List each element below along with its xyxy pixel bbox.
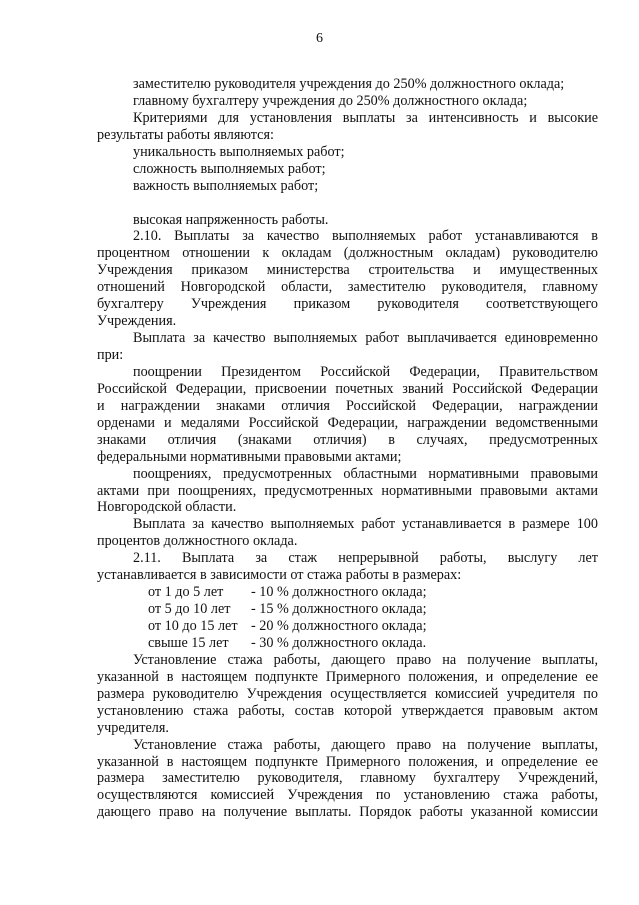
text-line: федеральными нормативными правовыми актами; <box>97 448 402 465</box>
text-line: и награждении знаками отличия Российской Федерации, награждении <box>97 397 598 414</box>
payment-range: от 10 до 15 лет <box>148 618 238 634</box>
text-line: Критериями для установления выплаты за интенсивность и высокие <box>133 109 598 126</box>
text-line: Новгородской области. <box>97 499 237 516</box>
text-line: Учреждения приказом министерства строительства и имущественных <box>97 262 598 279</box>
document-body <box>97 76 598 821</box>
text-line: Установление стажа работы, дающего право на получение выплаты, <box>133 736 598 753</box>
text-line: знаками отличия (знаками отличия) в случаях, предусмотренных <box>97 431 598 448</box>
text-line: 2.10. Выплаты за качество выполняемых работ устанавливаются в <box>133 228 598 245</box>
text-line: орденами и медалями Российской Федерации, награждении ведомственными <box>97 414 598 431</box>
text-line: главному бухгалтеру учреждения до 250% должностного оклада; <box>133 92 528 109</box>
text-line: процентов должностного оклада. <box>97 533 298 550</box>
text-line: актами при поощрениях, предусмотренных нормативными правовыми актами <box>97 482 598 499</box>
text-line: высокая напряженность работы. <box>133 211 329 228</box>
text-line: бухгалтеру Учреждения приказом руководителя соответствующего <box>97 296 598 313</box>
text-line: Учреждения. <box>97 313 177 330</box>
blank-line <box>97 195 598 212</box>
text-line: учредителя. <box>97 719 169 736</box>
text-line: Выплата за качество выполняемых работ выплачивается единовременно <box>133 330 598 347</box>
text-line: устанавливается в зависимости от стажа работы в размерах: <box>97 567 462 584</box>
page-number: 6 <box>316 31 323 46</box>
text-line: указанной в настоящем подпункте Примерного положения, и определение ее <box>97 668 598 685</box>
text-line: размера заместителю руководителя, главному бухгалтеру Учреждений, <box>97 770 598 787</box>
text-line: поощрениях, предусмотренных областными нормативными правовыми <box>133 465 598 482</box>
text-line: 2.11. Выплата за стаж непрерывной работы, выслугу лет <box>133 550 598 567</box>
payment-rate: - 10 % должностного оклада; <box>251 584 427 601</box>
text-line: установлению стажа работы, состав которой утверждается правовым актом <box>97 702 598 719</box>
payment-row <box>97 618 598 635</box>
text-line: отношений Новгородской области, заместителю руководителя, главному <box>97 279 598 296</box>
text-line: указанной в настоящем подпункте Примерного положения, и определение ее <box>97 753 598 770</box>
text-line: поощрении Президентом Российской Федерации, Правительством <box>133 363 598 380</box>
payment-range: от 1 до 5 лет <box>148 584 224 601</box>
payment-row <box>97 584 598 601</box>
text-line: заместителю руководителя учреждения до 250% должностного оклада; <box>133 76 565 92</box>
text-line: при: <box>97 347 124 363</box>
text-line: размера руководителю Учреждения осуществляется комиссией учредителя по <box>97 685 598 702</box>
text-line: важность выполняемых работ; <box>133 177 319 194</box>
payment-range: свыше 15 лет <box>148 634 229 651</box>
payment-row <box>97 635 598 652</box>
text-line: Российской Федерации, присвоении почетных званий Российской Федерации <box>97 380 598 397</box>
text-line: дающего право на получение выплаты. Порядок работы указанной комиссии <box>97 804 598 821</box>
text-line: результаты работы являются: <box>97 126 274 143</box>
payment-range: от 5 до 10 лет <box>148 601 231 618</box>
payment-rate: - 15 % должностного оклада; <box>251 601 427 618</box>
text-line: процентном отношении к окладам (должностным окладам) руководителю <box>97 245 598 262</box>
payment-rate: - 20 % должностного оклада; <box>251 618 427 634</box>
text-line: осуществляются комиссией Учреждения по установлению стажа работы, <box>97 787 598 804</box>
payment-row <box>97 601 598 618</box>
text-line: Установление стажа работы, дающего право на получение выплаты, <box>133 651 598 668</box>
text-line: сложность выполняемых работ; <box>133 160 326 177</box>
text-line: уникальность выполняемых работ; <box>133 143 345 160</box>
payment-rate: - 30 % должностного оклада. <box>251 634 427 651</box>
text-line: Выплата за качество выполняемых работ устанавливается в размере 100 <box>133 516 598 533</box>
